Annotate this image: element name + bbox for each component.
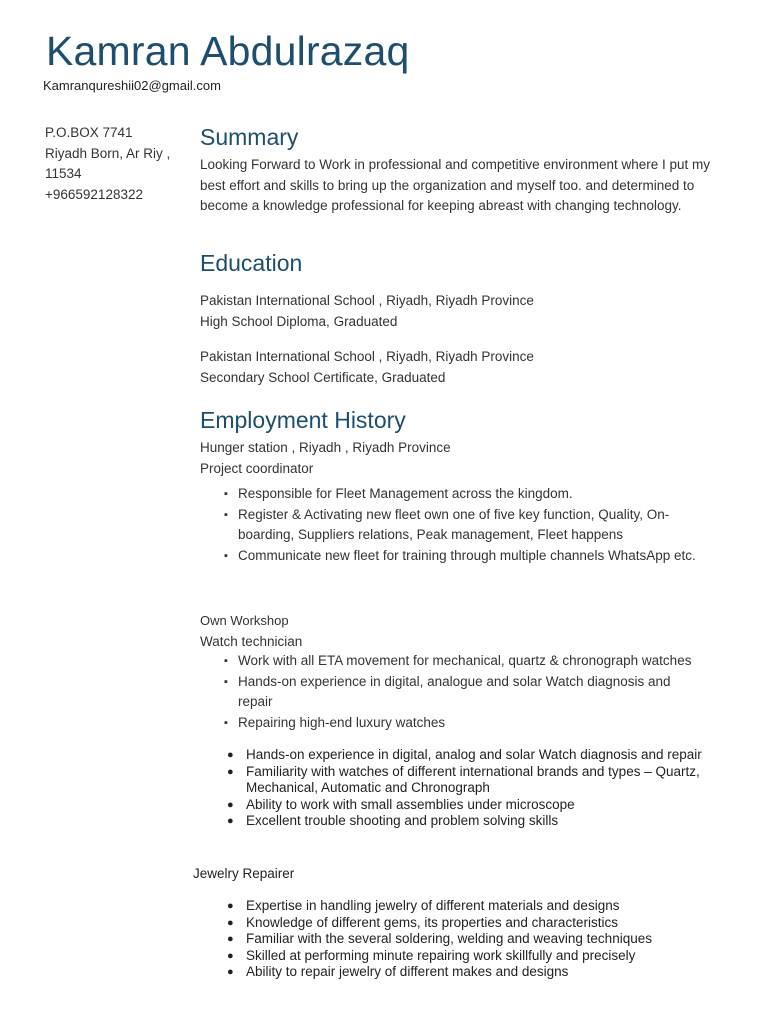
job-bullet-list [200, 651, 700, 733]
list-item: ● Expertise in handling jewelry of different materials and designs [227, 898, 620, 913]
job-title: Project coordinator [200, 460, 314, 476]
education-degree: High School Diploma, Graduated [200, 313, 398, 329]
job-company: Own Workshop [200, 613, 289, 628]
candidate-name: Kamran Abdulrazaq [46, 28, 410, 74]
bullet-icon: ● [227, 916, 234, 929]
bullet-icon: ● [227, 966, 234, 978]
list-item: ● Familiar with the several soldering, welding and weaving techniques [227, 931, 652, 946]
bullet-icon: ▪ [224, 716, 228, 729]
contact-phone: +966592128322 [45, 186, 143, 202]
contact-po-box: P.O.BOX 7741 [45, 125, 133, 140]
bullet-icon: ● [227, 949, 234, 962]
education-heading: Education [200, 250, 303, 276]
employment-heading: Employment History [200, 407, 406, 433]
summary-heading: Summary [200, 124, 299, 150]
list-item: ● Ability to work with small assemblies under microscope [227, 796, 575, 812]
education-school: Pakistan International School , Riyadh, Riyadh Province [200, 293, 534, 308]
bullet-icon: ● [227, 765, 234, 778]
list-item: ● Knowledge of different gems, its properties and characteristics [227, 914, 618, 930]
job-company: Hunger station , Riyadh , Riyadh Province [200, 440, 451, 455]
list-item: ▪ Communicate new fleet for training through multiple channels WhatsApp etc. [200, 546, 700, 567]
contact-postal-code: 11534 [45, 166, 82, 181]
job-bullet-list [200, 747, 720, 830]
job-entry [200, 438, 451, 479]
education-school: Pakistan International School , Riyadh, Riyadh Province [200, 349, 534, 364]
bullet-icon: ▪ [224, 655, 228, 667]
bullet-icon: ● [227, 815, 234, 827]
job-title: Jewelry Repairer [193, 866, 295, 881]
education-entry [200, 347, 534, 388]
email-address: Kamranqureshii02@gmail.com [43, 78, 221, 93]
bullet-icon: ▪ [224, 675, 228, 688]
summary-text: Looking Forward to Work in professional and competitive environment where I put my best effort and skills to bring up the organization and myself too. and determined to become a knowledge professional for keeping abreast with changing technology. [200, 157, 710, 213]
job-title: Watch technician [200, 633, 303, 649]
bullet-icon: ▪ [224, 508, 228, 521]
education-degree: Secondary School Certificate, Graduated [200, 369, 446, 385]
list-item: ● Familiarity with watches of different international brands and types – Quartz, Mechanical, Automatic and Chronograph [227, 763, 700, 795]
list-item: ● Hands-on experience in digital, analog and solar Watch diagnosis and repair [227, 747, 702, 762]
bullet-icon: ▪ [224, 488, 228, 500]
list-item: ▪ Work with all ETA movement for mechanical, quartz & chronograph watches [200, 651, 700, 672]
job-bullet-list [200, 484, 700, 566]
list-item: ● Ability to repair jewelry of different makes and designs [227, 964, 569, 979]
list-item: ● Skilled at performing minute repairing work skillfully and precisely [227, 947, 636, 963]
list-item: ▪ Register & Activating new fleet own one of five key function, Quality, On-boarding, Suppliers relations, Peak management, Fleet happens [224, 506, 670, 542]
bullet-icon: ● [227, 900, 234, 912]
job-bullet-list [200, 898, 720, 981]
list-item: ● Excellent trouble shooting and problem solving skills [227, 813, 559, 828]
bullet-icon: ● [227, 933, 234, 945]
bullet-icon: ● [227, 749, 234, 761]
education-entry [200, 291, 534, 332]
list-item: ▪ Repairing high-end luxury watches [200, 713, 700, 734]
bullet-icon: ▪ [224, 549, 228, 562]
contact-block [45, 123, 195, 205]
job-entry [200, 611, 302, 652]
list-item: ▪ Hands-on experience in digital, analogue and solar Watch diagnosis and repair [224, 673, 671, 709]
bullet-icon: ● [227, 798, 234, 811]
list-item: ▪ Responsible for Fleet Management across the kingdom. [200, 484, 700, 505]
contact-city: Riyadh Born, Ar Riy , [45, 145, 171, 161]
